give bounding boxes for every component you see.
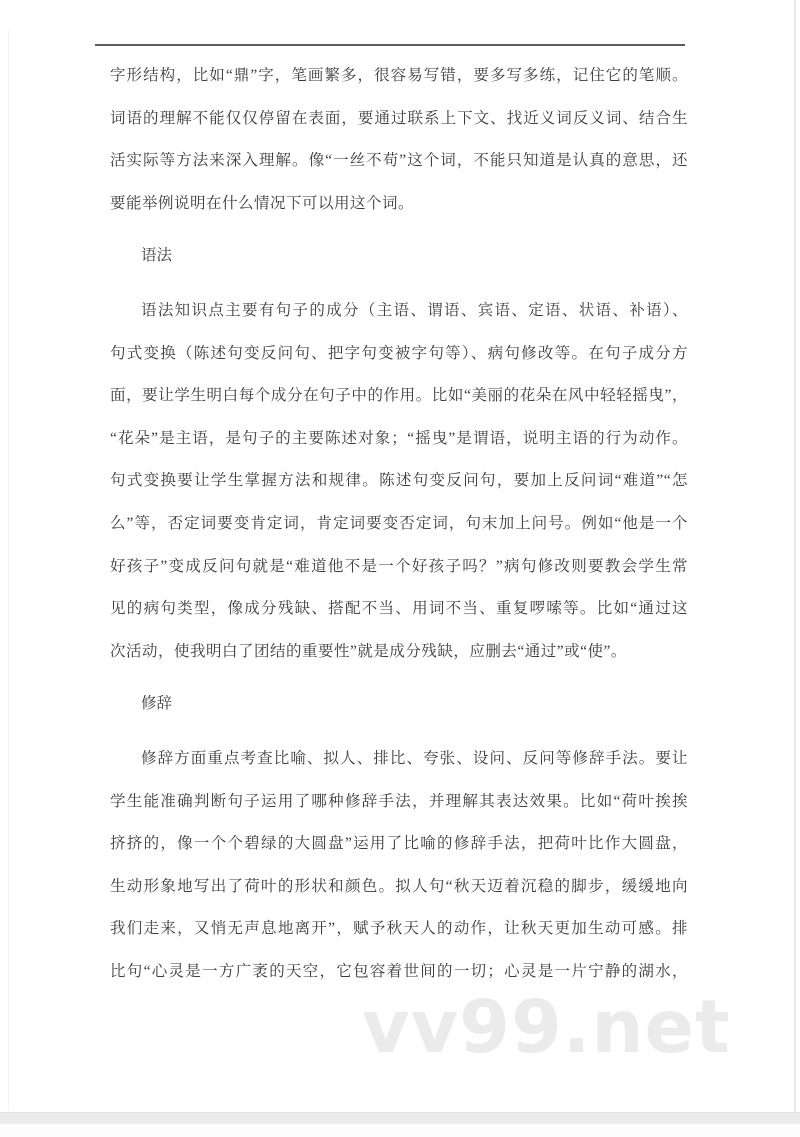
text-line: 见的病句类型，像成分残缺、搭配不当、用词不当、重复啰嗦等。比如“通过这 <box>110 600 688 618</box>
document-body <box>110 55 688 993</box>
text-line: 好孩子”变成反问句就是“难道他不是一个好孩子吗？”病句修改则要教会学生常 <box>110 557 688 575</box>
text-line: 语法知识点主要有句子的成分（主语、谓语、宾语、定语、状语、补语）、 <box>141 301 688 319</box>
text-line: 面，要让学生明白每个成分在句子中的作用。比如“美丽的花朵在风中轻轻摇曳”， <box>110 387 688 405</box>
text-line: 挤挤的，像一个个碧绿的大圆盘”运用了比喻的修辞手法，把荷叶比作大圆盘， <box>110 835 688 853</box>
text-line: 我们走来，又悄无声息地离开”，赋予秋天人的动作，让秋天更加生动可感。排 <box>110 920 688 938</box>
page-right-edge <box>794 0 796 1137</box>
text-line: 生动形象地写出了荷叶的形状和颜色。拟人句“秋天迈着沉稳的脚步，缓缓地向 <box>110 877 688 895</box>
watermark: vv99.net <box>362 985 731 1070</box>
text-line: 句式变换（陈述句变反问句、把字句变被字句等）、病句修改等。在句子成分方 <box>110 344 688 362</box>
page-left-edge <box>8 30 9 1110</box>
text-line: “花朵”是主语，是句子的主要陈述对象；“摇曳”是谓语，说明主语的行为动作。 <box>110 429 688 447</box>
text-line: 学生能准确判断句子运用了哪种修辞手法，并理解其表达效果。比如“荷叶挨挨 <box>110 792 688 810</box>
section-heading-rhetoric: 修辞 <box>141 695 173 713</box>
text-line: 么”等，否定词要变肯定词，肯定词要变否定词，句末加上问号。例如“他是一个 <box>110 514 688 532</box>
text-line: 词语的理解不能仅仅停留在表面，要通过联系上下文、找近义词反义词、结合生 <box>110 109 688 127</box>
text-line: 句式变换要让学生掌握方法和规律。陈述句变反问句，要加上反问词“难道”“怎 <box>110 472 688 490</box>
text-line: 字形结构，比如“鼎”字，笔画繁多，很容易写错，要多写多练，记住它的笔顺。 <box>110 67 688 84</box>
text-line: 次活动，使我明白了团结的重要性”就是成分残缺，应删去“通过”或“使”。 <box>110 642 627 660</box>
header-rule <box>95 44 685 46</box>
text-line: 比句“心灵是一方广袤的天空，它包容着世间的一切；心灵是一片宁静的湖水， <box>110 962 688 980</box>
text-line: 要能举例说明在什么情况下可以用这个词。 <box>110 194 415 212</box>
next-page-top-edge <box>0 1124 800 1137</box>
text-line: 修辞方面重点考查比喻、拟人、排比、夸张、设问、反问等修辞手法。要让 <box>141 749 688 767</box>
text-line: 活实际等方法来深入理解。像“一丝不苟”这个词，不能只知道是认真的意思，还 <box>110 152 688 170</box>
section-heading-grammar: 语法 <box>141 247 173 265</box>
